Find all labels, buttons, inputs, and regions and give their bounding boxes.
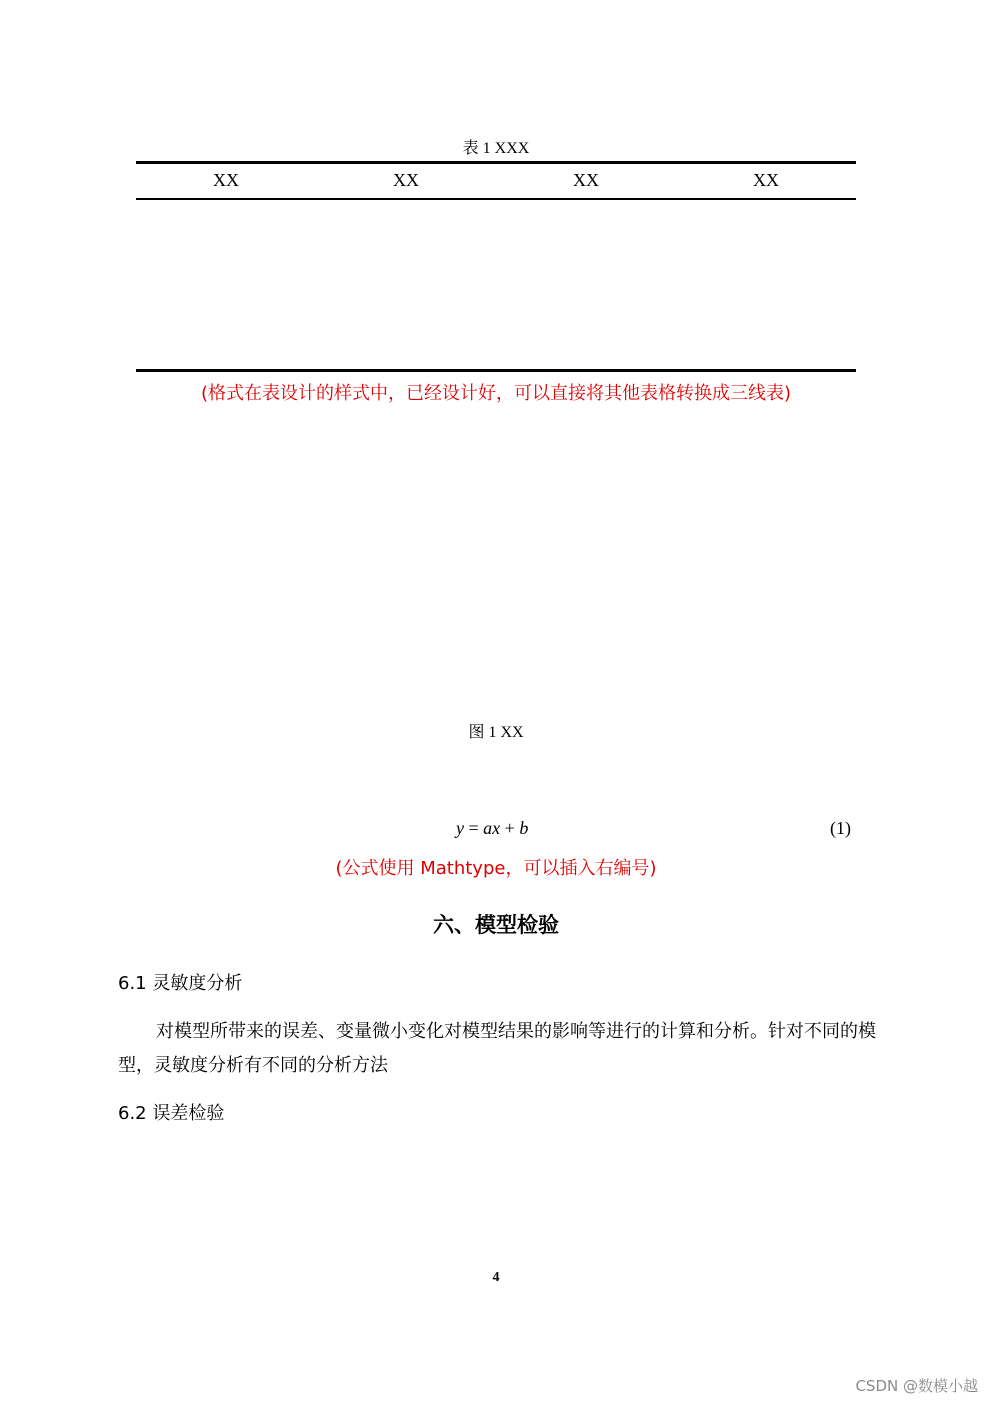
body-paragraph: 对模型所带来的误差、变量微小变化对模型结果的影响等进行的计算和分析。针对不同的模型，灵敏度分析有不同的分析方法 (118, 1021, 876, 1076)
subsection-title-sensitivity: 6.1 灵敏度分析 (118, 973, 243, 994)
subsection-title-error: 6.2 误差检验 (118, 1103, 225, 1124)
equation-var-b: b (519, 818, 529, 838)
table-header-cell: XX (573, 170, 599, 190)
equation-number: (1) (830, 818, 851, 838)
table-bottom-rule (136, 369, 856, 372)
equation-var-x: x (492, 818, 501, 838)
equation-var-a: a (483, 818, 493, 838)
table-header-rule (136, 198, 856, 200)
table-top-rule (136, 161, 856, 164)
figure-caption: 图 1 XX (468, 724, 524, 741)
section-heading: 六、模型检验 (433, 913, 559, 937)
table-header-cell: XX (753, 170, 779, 190)
table-caption: 表 1 XXX (462, 140, 530, 157)
table-header-cell: XX (213, 170, 239, 190)
equation (456, 818, 528, 839)
table-header-cell: XX (393, 170, 419, 190)
table-format-note: (格式在表设计的样式中，已经设计好，可以直接将其他表格转换成三线表) (200, 383, 792, 404)
equation-note: (公式使用 Mathtype，可以插入右编号) (335, 858, 657, 879)
equation-equals: = (464, 818, 484, 838)
table-header-row (136, 170, 856, 191)
watermark: CSDN @数模小越 (855, 1377, 978, 1395)
page-number: 4 (492, 1270, 500, 1285)
equation-plus: + (500, 818, 520, 838)
equation-var-y: y (456, 818, 464, 838)
